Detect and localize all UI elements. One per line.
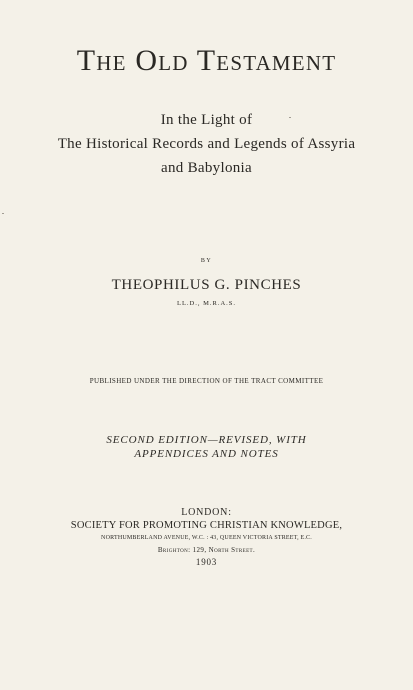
subtitle-line-2: The Historical Records and Legends of Assyria [57,136,356,152]
by-label: BY [200,258,213,264]
published-under-note: PUBLISHED UNDER THE DIRECTION OF THE TRACT COMMITTEE [89,377,324,385]
edition-line-2: APPENDICES AND NOTES [134,448,279,460]
edition-line-1: SECOND EDITION—REVISED, WITH [106,434,307,446]
book-title: The Old Testament [76,44,337,77]
imprint-address: NORTHUMBERLAND AVENUE, W.C. : 43, QUEEN VICTORIA STREET, E.C. [101,535,312,541]
imprint-year: 1903 [195,557,218,567]
imprint-city: LONDON: [181,507,232,518]
author-name: THEOPHILUS G. PINCHES [111,277,302,293]
subtitle-line-1: In the Light of [160,112,253,128]
subtitle-line-3: and Babylonia [161,160,252,176]
author-degrees: LL.D., M.R.A.S. [176,300,237,307]
paper-speck [2,213,4,214]
paper-speck [289,117,291,118]
imprint-publisher: SOCIETY FOR PROMOTING CHRISTIAN KNOWLEDGE, [70,520,343,531]
imprint-branch: Brighton: 129, North Street. [157,546,256,554]
